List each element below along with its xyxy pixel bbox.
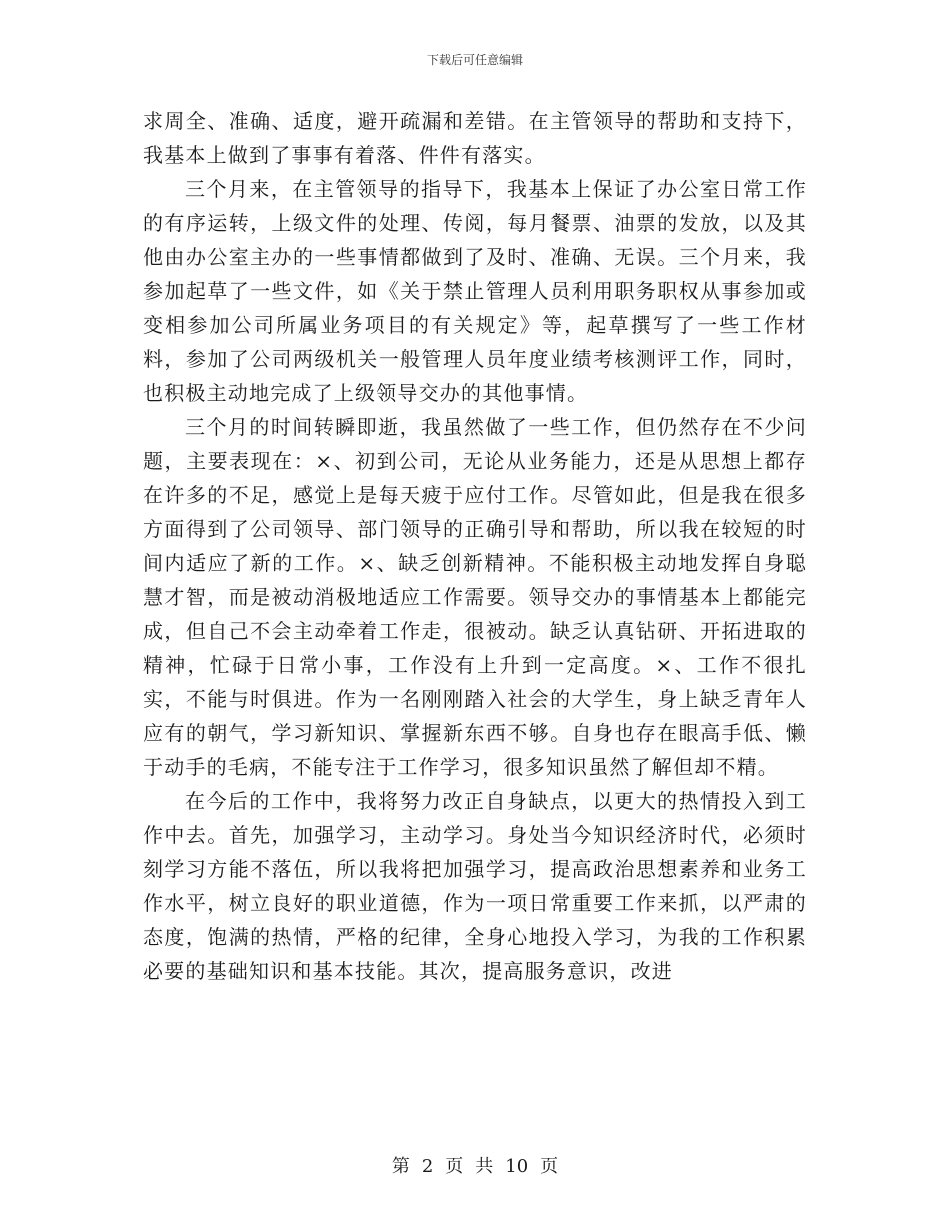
footer-current-page: 2 <box>421 1156 434 1177</box>
paragraph-continued: 求周全、准确、适度，避开疏漏和差错。在主管领导的帮助和支持下，我基本上做到了事事有着落、件件有落实。 <box>143 109 807 167</box>
footer-total-prefix: 共 <box>475 1156 494 1177</box>
paragraph-future-plan: 在今后的工作中，我将努力改正自身缺点，以更大的热情投入到工作中去。首先，加强学习，主动学习。身处当今知识经济时代，必须时刻学习方能不落伍，所以我将把加强学习，提高政治思想素养和业务工作水平，树立良好的职业道德，作为一项日常重要工作来抓，以严肃的态度，饱满的热情，严格的纪律，全身心地投入学习，为我的工作积累必要的基础知识和基本技能。其次，提高服务意识，改进 <box>143 789 807 983</box>
document-body <box>143 104 807 988</box>
page-header-note: 下载后可任意编辑 <box>426 53 523 67</box>
paragraph-problems: 三个月的时间转瞬即逝，我虽然做了一些工作，但仍然存在不少问题，主要表现在：×、初到公司，无论从业务能力，还是从思想上都存在许多的不足，感觉上是每天疲于应付工作。尽管如此，但是我在很多方面得到了公司领导、部门领导的正确引导和帮助，所以我在较短的时间内适应了新的工作。×、缺乏创新精神。不能积极主动地发挥自身聪慧才智，而是被动消极地适应工作需要。领导交办的事情基本上都能完成，但自己不会主动牵着工作走，很被动。缺乏认真钻研、开拓进取的精神，忙碌于日常小事，工作没有上升到一定高度。×、工作不很扎实，不能与时俱进。作为一名刚刚踏入社会的大学生，身上缺乏青年人应有的朝气，学习新知识、掌握新东西不够。自身也存在眼高手低、懒于动手的毛病，不能专注于工作学习，很多知识虽然了解但却不精。 <box>143 415 807 779</box>
page-number-footer <box>0 1156 950 1178</box>
footer-suffix: 页 <box>540 1156 559 1177</box>
footer-prefix: 第 <box>391 1156 410 1177</box>
footer-total-pages: 10 <box>505 1156 529 1177</box>
paragraph-work-summary: 三个月来，在主管领导的指导下，我基本上保证了办公室日常工作的有序运转，上级文件的处理、传阅，每月餐票、油票的发放，以及其他由办公室主办的一些事情都做到了及时、准确、无误。三个月来，我参加起草了一些文件，如《关于禁止管理人员利用职务职权从事参加或变相参加公司所属业务项目的有关规定》等，起草撰写了一些工作材料，参加了公司两级机关一般管理人员年度业绩考核测评工作，同时，也积极主动地完成了上级领导交办的其他事情。 <box>143 177 807 405</box>
footer-page-word: 页 <box>445 1156 464 1177</box>
